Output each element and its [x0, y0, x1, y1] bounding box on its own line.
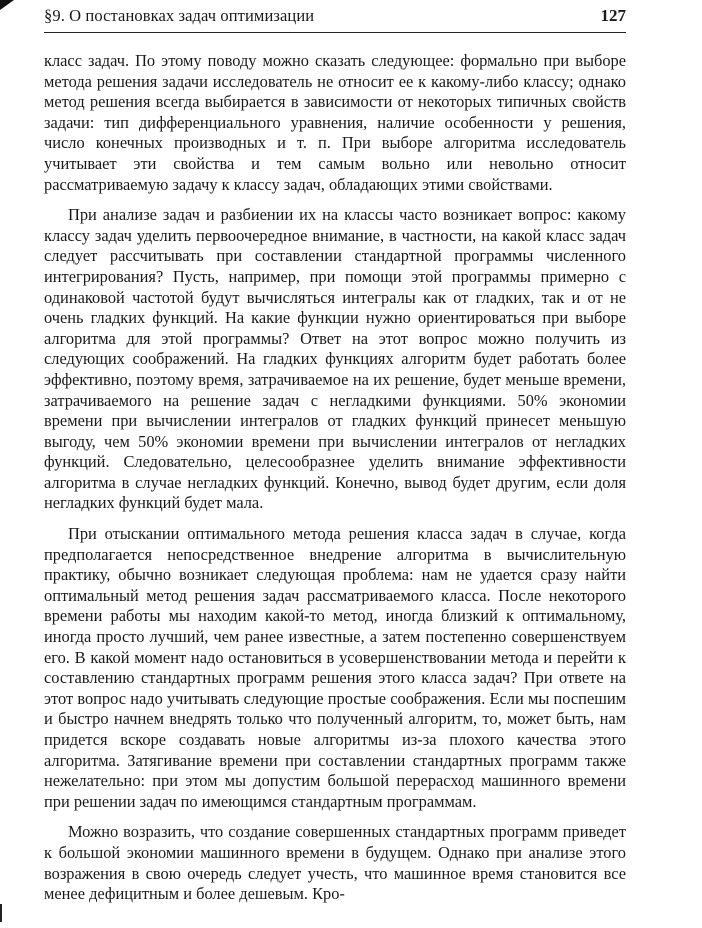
running-head [44, 6, 626, 33]
section-title: §9. О постановках задач оптимизации [44, 6, 315, 25]
page-number: 127 [600, 6, 626, 25]
page-body [44, 51, 626, 905]
paragraph-4: Можно возразить, что создание совершенных стандартных программ приведет к большой экономии машинного времени в будущем. Однако при анализе этого возражения в свою очередь следует учесть, что машинное время становится все менее дефицитным и более дешевым. Кро- [44, 822, 626, 904]
scan-edge-mark [0, 904, 2, 922]
paragraph-2: При анализе задач и разбиении их на классы часто возникает вопрос: какому классу задач уделить первоочередное внимание, в частности, на какой класс задач следует рассчитывать при составлении стандартной программы численного интегрирования? Пусть, например, при помощи этой программы примерно с одинаковой частотой будут вычисляться интегралы как от гладких, так и от не очень гладких функций. На какие функции нужно ориентироваться при выборе алгоритма для этой программы? Ответ на этот вопрос можно получить из следующих соображений. На гладких функциях алгоритм будет работать более эффективно, поэтому время, затрачиваемое на их решение, будет меньше времени, затрачиваемого на решение задач с негладкими функциями. 50% экономии времени при вычислении интегралов от гладких функций принесет меньшую выгоду, чем 50% экономии времени при вычислении интегралов от негладких функций. Следовательно, целесообразнее уделить внимание эффективности алгоритма в случае негладких функций. Конечно, вывод будет другим, если доля негладких функций будет мала. [44, 205, 626, 513]
paragraph-3: При отыскании оптимального метода решения класса задач в случае, когда предполагается непосредственное внедрение алгоритма в вычислительную практику, обычно возникает следующая проблема: нам не удается сразу найти оптимальный метод решения задач рассматриваемого класса. После некоторого времени работы мы находим какой-то метод, иногда близкий к оптимальному, иногда просто лучший, чем ранее известные, а затем постепенно совершенствуем его. В какой момент надо остановиться в усовершенствовании метода и перейти к составлению стандартных программ решения этого класса задач? При ответе на этот вопрос надо учитывать следующие простые соображения. Если мы поспешим и быстро начнем внедрять только что полученный алгоритм, то, может быть, нам придется вскоре создавать новые алгоритмы из-за плохого качества этого алгоритма. Затягивание времени при составлении стандартных программ также нежелательно: при этом мы допустим большой перерасход машинного времени при решении задач по имеющимся стандартным программам. [44, 524, 626, 811]
paragraph-1: класс задач. По этому поводу можно сказать следующее: формально при выборе метода решения задачи исследователь не относит ее к какому-либо классу; однако метод решения всегда выбирается в зависимости от некоторых типичных свойств задачи: тип дифференциального уравнения, наличие особенности у решения, число конечных производных и т. п. При выборе алгоритма исследователь учитывает эти свойства и тем самым вольно или невольно относит рассматриваемую задачу к классу задач, обладающих этими свойствами. [44, 51, 626, 194]
page-corner-mark [0, 0, 14, 10]
book-page [44, 6, 626, 915]
